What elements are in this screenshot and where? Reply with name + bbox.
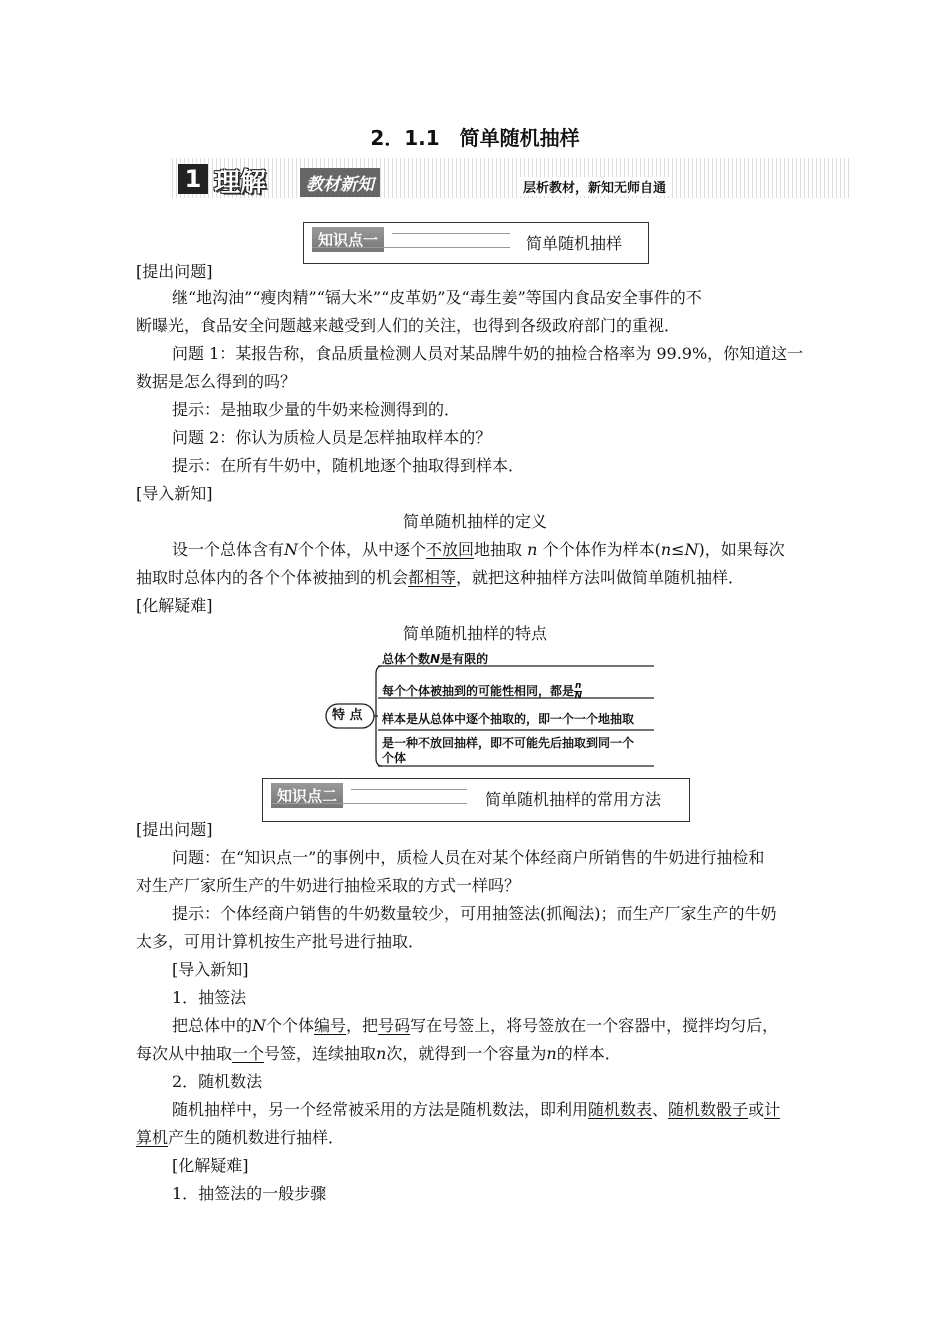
question-2: 问题 2：你认为质检人员是怎样抽取样本的？ — [172, 428, 492, 447]
heading-new-knowledge-2: [导入新知] — [172, 960, 249, 979]
mindmap-branch-4-line-2: 个体 — [382, 751, 407, 765]
heading-new-knowledge: [导入新知] — [136, 484, 213, 503]
hint-line: 提示：个体经商户销售的牛奶数量较少，可用抽签法(抓阄法)；而生产厂家生产的牛奶 — [172, 904, 777, 923]
question-1-line: 问题 1：某报告称，食品质量检测人员对某品牌牛奶的抽检合格率为 99.9%，你知道这一 — [172, 344, 804, 363]
heading-raise-question: [提出问题] — [136, 262, 213, 281]
page-title: 2．1.1 简单随机抽样 — [370, 126, 580, 150]
paragraph-line: 继“地沟油”“瘦肉精”“镉大米”“皮革奶”及“毒生姜”等国内食品安全事件的不 — [172, 288, 702, 307]
method-1-title: 1．抽签法 — [172, 988, 247, 1007]
knowledge-point-2-box — [262, 778, 690, 822]
knowledge-point-1-box — [303, 222, 649, 264]
features-title: 简单随机抽样的特点 — [402, 624, 547, 643]
mindmap-branch-3: 样本是从总体中逐个抽取的，即一个一个地抽取 — [382, 712, 635, 726]
method-1-line-2: 每次从中抽取一个号签，连续抽取n次，就得到一个容量为n的样本． — [136, 1044, 621, 1063]
heading-resolve-difficulty: [化解疑难] — [136, 596, 213, 615]
question-line: 对生产厂家所生产的牛奶进行抽检采取的方式一样吗？ — [136, 876, 521, 895]
tag-underline — [271, 803, 467, 804]
definition-line-2: 抽取时总体内的各个个体被抽到的机会都相等，就把这种抽样方法叫做简单随机抽样． — [136, 568, 745, 587]
mindmap-center-label: 特 点 — [332, 708, 363, 723]
hint-2: 提示：在所有牛奶中，随机地逐个抽取得到样本． — [172, 456, 525, 475]
hint-1: 提示：是抽取少量的牛奶来检测得到的． — [172, 400, 461, 419]
heading-raise-question-2: [提出问题] — [136, 820, 213, 839]
method-2-line-1: 随机抽样中，另一个经常被采用的方法是随机数法，即利用随机数表、随机数骰子或计 — [172, 1100, 781, 1119]
banner-slogan: 层析教材，新知无师自通 — [520, 177, 669, 196]
banner-number: 1 — [178, 164, 208, 194]
definition-line-1: 设一个总体含有N个个体，从中逐个不放回地抽取 n 个个体作为样本(n≤N)，如果每次 — [172, 540, 785, 559]
banner-sub-label: 教材新知 — [300, 168, 380, 197]
method-2-line-2: 算机产生的随机数进行抽样． — [136, 1128, 345, 1147]
method-1-line-1: 把总体中的N个个体编号，把号码写在号签上，将号签放在一个容器中，搅拌均匀后， — [172, 1016, 779, 1035]
hint-line: 太多，可用计算机按生产批号进行抽取． — [136, 932, 425, 951]
mindmap-branch-1: 总体个数N是有限的 — [382, 652, 489, 666]
features-mindmap — [320, 650, 660, 770]
paragraph-line: 断曝光，食品安全问题越来越受到人们的关注，也得到各级政府部门的重视． — [136, 316, 681, 335]
knowledge-point-1-tag: 知识点一 — [312, 227, 384, 252]
question-line: 问题：在“知识点一”的事例中，质检人员在对某个体经商户所销售的牛奶进行抽检和 — [172, 848, 765, 867]
knowledge-point-1-title: 简单随机抽样 — [526, 234, 623, 253]
knowledge-point-2-title: 简单随机抽样的常用方法 — [485, 790, 662, 809]
tag-rule — [392, 233, 510, 234]
knowledge-point-2-tag: 知识点二 — [271, 783, 343, 808]
definition-title: 简单随机抽样的定义 — [402, 512, 547, 531]
mindmap-branch-2: 每个个体被抽到的可能性相同，都是 $\frac{n}{N}$ — [382, 681, 582, 701]
question-1-line: 数据是怎么得到的吗？ — [136, 372, 297, 391]
method-2-title: 2．随机数法 — [172, 1072, 263, 1091]
tag-underline — [312, 247, 510, 248]
steps-title: 1．抽签法的一般步骤 — [172, 1184, 327, 1203]
mindmap-branch-4-line-1: 是一种不放回抽样，即不可能先后抽取到同一个 — [382, 736, 635, 750]
tag-rule — [351, 789, 467, 790]
heading-resolve-difficulty-2: [化解疑难] — [172, 1156, 249, 1175]
banner-main-label: 理解 — [214, 168, 267, 198]
section-banner — [172, 158, 852, 198]
